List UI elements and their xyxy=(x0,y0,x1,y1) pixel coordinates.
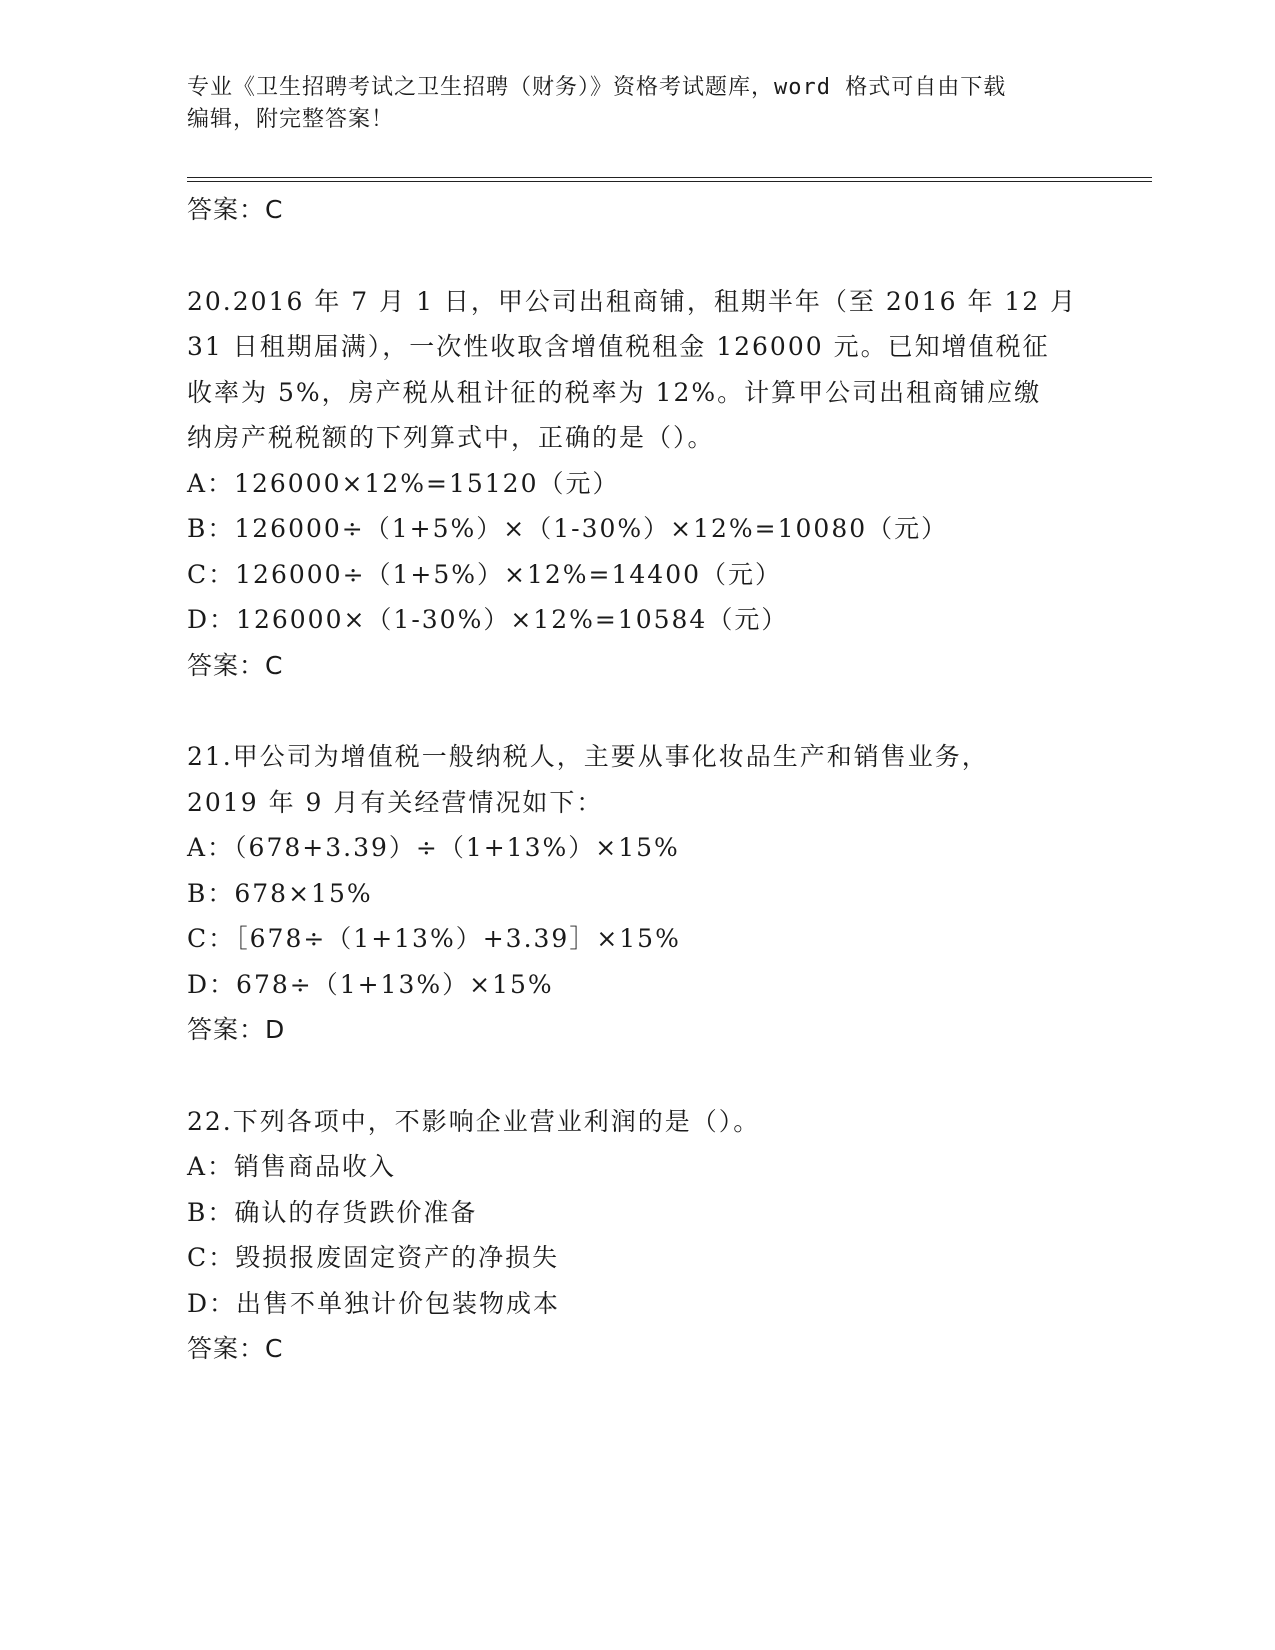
spacer xyxy=(187,233,1107,279)
header-divider-bottom xyxy=(187,181,1152,182)
option-d: D：126000×（1-30%）×12%=10584（元） xyxy=(187,605,789,634)
option-a: A：126000×12%=15120（元） xyxy=(187,468,620,498)
option-d: D：出售不单独计价包装物成本 xyxy=(187,1288,561,1318)
spacer xyxy=(187,688,1107,734)
option-b: B：678×15% xyxy=(187,878,373,908)
answer-line: 答案：D xyxy=(187,1015,286,1044)
option-c: C：［678÷（1+13%）+3.39］×15% xyxy=(187,924,681,953)
option-b: B：126000÷（1+5%）×（1-30%）×12%=10080（元） xyxy=(187,514,949,543)
question-stem-line: 20.2016 年 7 月 1 日，甲公司出租商铺，租期半年（至 2016 年 12 月 xyxy=(187,286,1078,316)
question-block-21 xyxy=(187,734,1107,1053)
header-line-2: 编辑，附完整答案！ xyxy=(187,107,395,132)
option-a: A：（678+3.39）÷（1+13%）×15% xyxy=(187,833,680,862)
question-stem-line: 收率为 5%，房产税从租计征的税率为 12%。计算甲公司出租商铺应缴 xyxy=(187,377,1042,407)
header-divider-top xyxy=(187,177,1152,178)
question-stem-line: 21.甲公司为增值税一般纳税人，主要从事化妆品生产和销售业务， xyxy=(187,742,989,771)
answer-line: 答案：C xyxy=(187,650,284,680)
option-c: C：126000÷（1+5%）×12%=14400（元） xyxy=(187,559,783,589)
spacer xyxy=(187,1053,1107,1099)
option-d: D：678÷（1+13%）×15% xyxy=(187,969,554,999)
option-b: B：确认的存货跌价准备 xyxy=(187,1197,478,1227)
question-stem-line: 纳房产税税额的下列算式中，正确的是（）。 xyxy=(187,423,715,452)
question-block-22 xyxy=(187,1099,1107,1372)
document-header xyxy=(187,72,1087,136)
answer-line: 答案：C xyxy=(187,1334,284,1363)
question-stem-line: 2019 年 9 月有关经营情况如下： xyxy=(187,787,604,817)
option-c: C：毁损报废固定资产的净损失 xyxy=(187,1243,560,1272)
question-stem-line: 31 日租期届满），一次性收取含增值税租金 126000 元。已知增值税征 xyxy=(187,332,1050,361)
question-content xyxy=(187,187,1107,1372)
header-line-1: 专业《卫生招聘考试之卫生招聘（财务）》资格考试题库，word 格式可自由下载 xyxy=(187,75,1007,100)
question-stem-line: 22.下列各项中，不影响企业营业利润的是（）。 xyxy=(187,1106,761,1136)
answer-line: 答案：C xyxy=(187,195,284,224)
question-block-20 xyxy=(187,279,1107,689)
option-a: A：销售商品收入 xyxy=(187,1152,397,1181)
